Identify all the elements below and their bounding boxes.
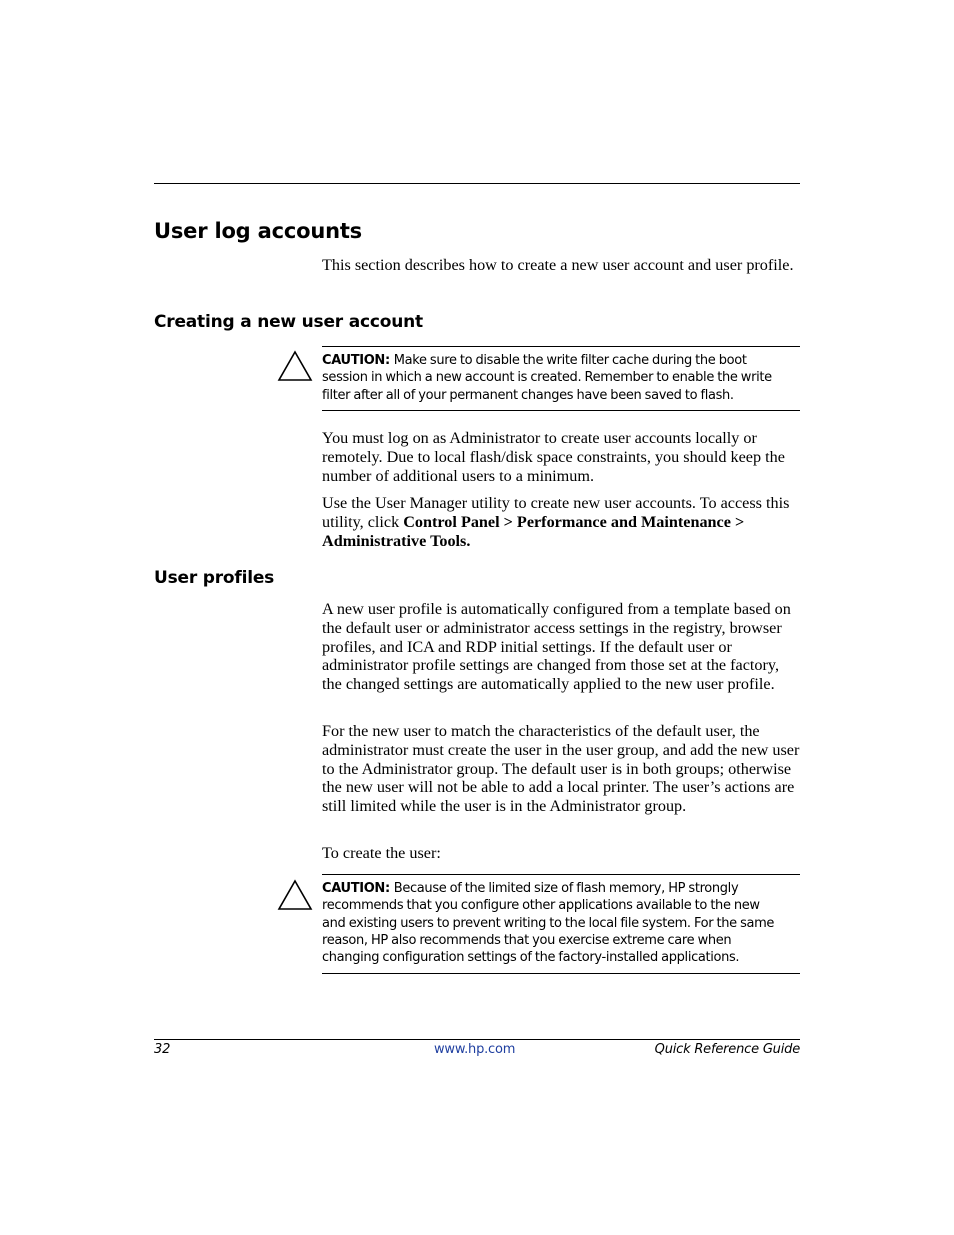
profiles-paragraph-3: To create the user: <box>322 844 441 862</box>
subsection-title-profiles: User profiles <box>154 568 275 588</box>
profiles-paragraph-1: A new user profile is automatically configured from a template based on the default user or administrator access settings in the registry, browser profiles, and ICA and RDP initial settings. If the default user or administrator profile settings are changed from those set at the factory, the changed settings are automatically applied to the new user profile. <box>322 600 791 694</box>
caution-label: CAUTION: <box>322 353 390 368</box>
caution-line: reason, HP also recommends that you exercise extreme care when <box>322 932 732 948</box>
caution-line: CAUTION: Make sure to disable the write filter cache during the boot <box>322 353 747 368</box>
subsection-title-creating: Creating a new user account <box>154 312 423 332</box>
page-number: 32 <box>154 1042 171 1057</box>
caution-label: CAUTION: <box>322 881 390 896</box>
caution-icon <box>277 350 313 382</box>
caution-line: changing configuration settings of the factory-installed applications. <box>322 950 740 966</box>
website-link[interactable]: www.hp.com <box>434 1042 516 1057</box>
menu-path: Control Panel > Performance and Maintenance > Administrative Tools. <box>322 512 745 550</box>
caution-line: and existing users to prevent writing to the local file system. For the same <box>322 915 775 931</box>
footer-rule <box>154 1039 800 1040</box>
caution-line: CAUTION: Because of the limited size of flash memory, HP strongly <box>322 881 739 896</box>
creating-paragraph-2: Use the User Manager utility to create new user accounts. To access this utility, click Control Panel > Performance and Maintenance > Administrative Tools. <box>322 494 790 550</box>
caution-line: session in which a new account is created. Remember to enable the write <box>322 370 772 386</box>
section-title: User log accounts <box>154 219 362 243</box>
guide-title: Quick Reference Guide <box>654 1042 800 1057</box>
caution-line: filter after all of your permanent changes have been saved to flash. <box>322 387 734 403</box>
creating-paragraph-1: You must log on as Administrator to create user accounts locally or remotely. Due to local flash/disk space constraints, you should keep the number of additional users to a minimum. <box>322 429 785 485</box>
header-rule <box>154 183 800 184</box>
section-intro: This section describes how to create a new user account and user profile. <box>322 256 794 274</box>
caution-icon <box>277 879 313 911</box>
caution-line: recommends that you configure other applications available to the new <box>322 898 760 914</box>
caution-box-flash-memory <box>322 874 800 974</box>
profiles-paragraph-2: For the new user to match the characteristics of the default user, the administrator must create the user in the user group, and add the new user to the Administrator group. The default user is in both groups; otherwise the new user will not be able to add a local printer. The user’s actions are still limited while the user is in the Administrator group. <box>322 722 800 816</box>
caution-box-write-filter <box>322 346 800 411</box>
